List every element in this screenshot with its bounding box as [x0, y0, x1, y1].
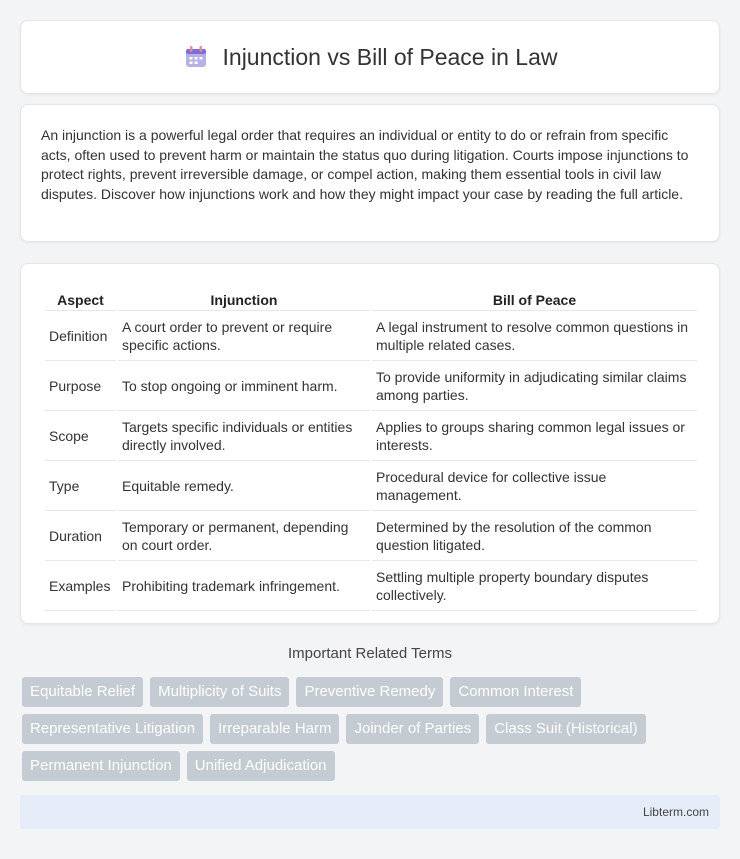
related-term-tag[interactable]: Unified Adjudication: [187, 751, 335, 781]
related-term-tag[interactable]: Permanent Injunction: [22, 751, 180, 781]
row-aspect: Purpose: [45, 363, 116, 411]
header-card: [20, 20, 720, 94]
related-term-tag[interactable]: Representative Litigation: [22, 714, 203, 744]
header-aspect: Aspect: [45, 288, 116, 311]
row-injunction: Targets specific individuals or entities directly involved.: [118, 413, 370, 461]
intro-card: [20, 104, 720, 242]
row-injunction: Equitable remedy.: [118, 463, 370, 511]
related-term-tag[interactable]: Preventive Remedy: [296, 677, 443, 707]
related-terms-title: Important Related Terms: [288, 645, 452, 662]
table-row: [45, 413, 697, 461]
row-aspect: Examples: [45, 563, 116, 611]
table-row: [45, 363, 697, 411]
table-header-row: [45, 288, 697, 311]
header-injunction: Injunction: [118, 288, 370, 311]
row-bill-of-peace: A legal instrument to resolve common questions in multiple related cases.: [372, 313, 697, 361]
table-row: [45, 463, 697, 511]
row-injunction: A court order to prevent or require specific actions.: [118, 313, 370, 361]
related-term-tag[interactable]: Joinder of Parties: [346, 714, 479, 744]
row-injunction: To stop ongoing or imminent harm.: [118, 363, 370, 411]
related-term-tag[interactable]: Multiplicity of Suits: [150, 677, 289, 707]
row-injunction: Temporary or permanent, depending on court order.: [118, 513, 370, 561]
row-aspect: Type: [45, 463, 116, 511]
page-title: Injunction vs Bill of Peace in Law: [222, 43, 558, 70]
related-term-tag[interactable]: Irreparable Harm: [210, 714, 339, 744]
intro-text: An injunction is a powerful legal order that requires an individual or entity to do or refrain from specific acts, often used to prevent harm or maintain the status quo during litigation. Courts impose injunctions to protect rights, prevent irreversible damage, or compel action, making them essential tools in civil law disputes. Discover how injunctions work and how they might impact your case by reading the full article.: [41, 127, 689, 202]
row-bill-of-peace: Procedural device for collective issue management.: [372, 463, 697, 511]
comparison-card: [20, 263, 720, 624]
row-bill-of-peace: Applies to groups sharing common legal issues or interests.: [372, 413, 697, 461]
table-row: [45, 513, 697, 561]
row-bill-of-peace: Determined by the resolution of the common question litigated.: [372, 513, 697, 561]
table-row: [45, 563, 697, 611]
table-row: [45, 313, 697, 361]
related-terms-list: [22, 677, 722, 788]
related-term-tag[interactable]: Equitable Relief: [22, 677, 143, 707]
calendar-icon: [183, 44, 209, 70]
row-bill-of-peace: To provide uniformity in adjudicating similar claims among parties.: [372, 363, 697, 411]
row-bill-of-peace: Settling multiple property boundary disputes collectively.: [372, 563, 697, 611]
row-aspect: Scope: [45, 413, 116, 461]
row-injunction: Prohibiting trademark infringement.: [118, 563, 370, 611]
header-bill-of-peace: Bill of Peace: [372, 288, 697, 311]
row-aspect: Duration: [45, 513, 116, 561]
footer: [20, 795, 720, 829]
comparison-table: [43, 286, 699, 613]
related-term-tag[interactable]: Common Interest: [450, 677, 581, 707]
footer-site-link[interactable]: Libterm.com: [642, 805, 709, 819]
related-term-tag[interactable]: Class Suit (Historical): [486, 714, 645, 744]
row-aspect: Definition: [45, 313, 116, 361]
